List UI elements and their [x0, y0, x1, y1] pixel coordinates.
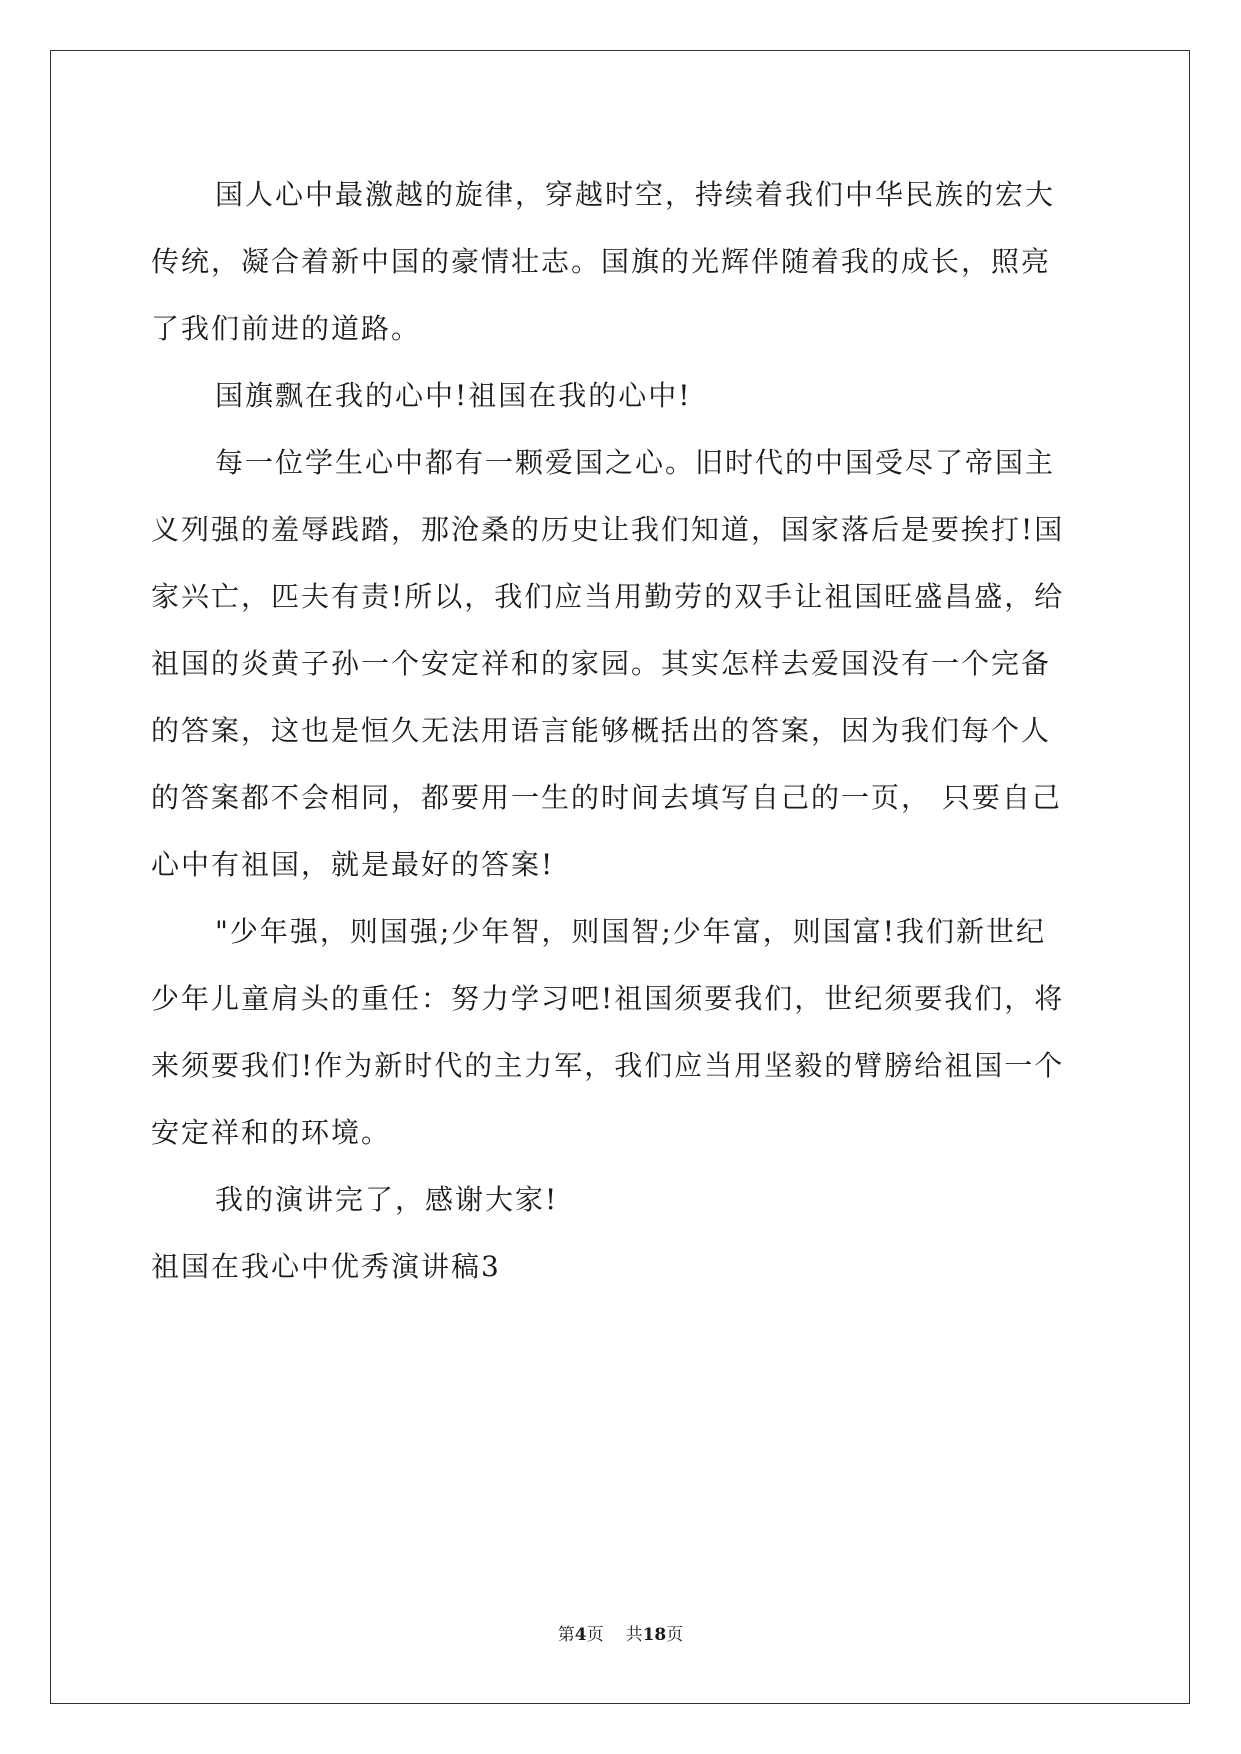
paragraph-line: 国人心中最激越的旋律，穿越时空，持续着我们中华民族的宏大: [215, 178, 1056, 211]
paragraph-line: 义列强的羞辱践踏，那沧桑的历史让我们知道，国家落后是要挨打!国: [151, 513, 1065, 546]
page-footer: [0, 1620, 1241, 1645]
document-body: [151, 161, 1091, 1300]
paragraph-line: 的答案都不会相同，都要用一生的时间去填写自己的一页， 只要自己: [151, 781, 1062, 814]
section-heading: 祖国在我心中优秀演讲稿3: [151, 1250, 501, 1283]
paragraph-line: 来须要我们!作为新时代的主力军，我们应当用坚毅的臂膀给祖国一个: [151, 1049, 1065, 1082]
paragraph-line: 家兴亡，匹夫有责!所以，我们应当用勤劳的双手让祖国旺盛昌盛，给: [151, 580, 1065, 613]
paragraph-line: 祖国的炎黄子孙一个安定祥和的家园。其实怎样去爱国没有一个完备: [151, 647, 1052, 680]
paragraph-line: 每一位学生心中都有一颗爱国之心。旧时代的中国受尽了帝国主: [215, 446, 1056, 479]
paragraph-line: 我的演讲完了，感谢大家!: [215, 1183, 559, 1216]
paragraph-line: 了我们前进的道路。: [151, 312, 422, 345]
page-prefix: 第: [557, 1625, 575, 1645]
paragraph-line: 安定祥和的环境。: [151, 1116, 392, 1149]
paragraph-line: 少年儿童肩头的重任：努力学习吧!祖国须要我们，世纪须要我们，将: [151, 982, 1065, 1015]
page-suffix: 页: [586, 1625, 604, 1645]
paragraph-line: 传统，凝合着新中国的豪情壮志。国旗的光辉伴随着我的成长，照亮: [151, 245, 1052, 278]
total-prefix: 共: [625, 1625, 643, 1645]
paragraph-line: "少年强，则国强;少年智，则国智;少年富，则国富!我们新世纪: [215, 915, 1047, 948]
paragraph-line: 国旗飘在我的心中!祖国在我的心中!: [215, 379, 692, 412]
paragraph-line: 心中有祖国，就是最好的答案!: [151, 848, 555, 881]
page-number: 4: [574, 1625, 587, 1645]
total-suffix: 页: [666, 1625, 684, 1645]
total-pages: 18: [642, 1625, 667, 1645]
paragraph-line: 的答案，这也是恒久无法用语言能够概括出的答案，因为我们每个人: [151, 714, 1052, 747]
